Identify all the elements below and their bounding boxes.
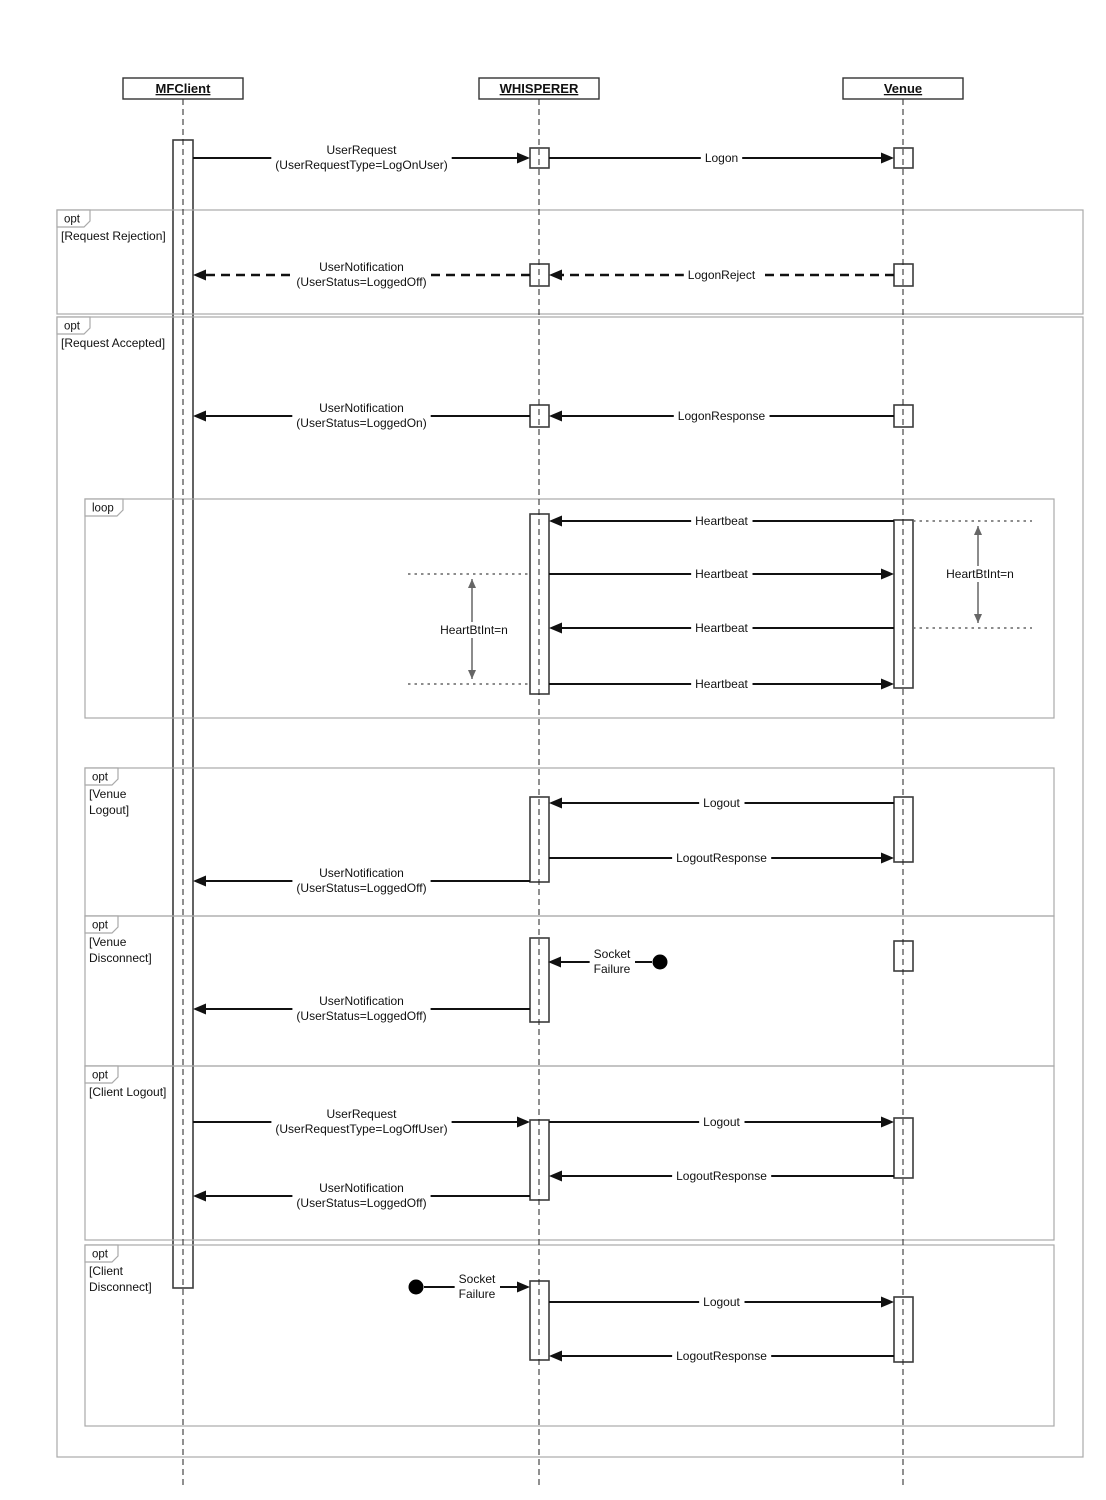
arrowhead-icon	[549, 623, 562, 634]
arrowhead-icon	[517, 1117, 530, 1128]
arrowhead-icon	[549, 1351, 562, 1362]
message-label: Logon	[704, 151, 739, 165]
message-label: UserNotification	[319, 260, 404, 274]
fragment-operator-label: opt	[64, 213, 80, 226]
fragment-opt-venue-disconnect	[85, 916, 1054, 1066]
message-label: (UserStatus=LoggedOff)	[296, 275, 427, 289]
fragment-condition-label: Logout]	[89, 803, 130, 817]
fragment-operator-label: opt	[92, 1248, 108, 1261]
message-label: Failure	[593, 962, 631, 976]
arrowhead-icon	[549, 270, 562, 281]
interval-arrowhead-icon	[974, 526, 982, 535]
fragment-operator-label: opt	[64, 320, 80, 333]
message-label: UserNotification	[319, 1181, 404, 1195]
fragment-condition-label: [Request Rejection]	[61, 229, 166, 243]
message-label: UserRequest	[326, 143, 397, 157]
message-label: UserNotification	[319, 994, 404, 1008]
message-label: Socket	[593, 947, 631, 961]
fragment-condition-label: [Venue	[89, 787, 127, 801]
arrowhead-icon	[193, 411, 206, 422]
arrowhead-icon	[193, 1004, 206, 1015]
message-label: (UserRequestType=LogOnUser)	[275, 158, 448, 172]
message-label: Logout	[703, 1295, 740, 1309]
arrowhead-icon	[549, 798, 562, 809]
message-label: Heartbeat	[695, 514, 748, 528]
fragment-condition-label: [Request Accepted]	[61, 336, 166, 350]
arrowhead-icon	[517, 153, 530, 164]
message-label: Socket	[458, 1272, 496, 1286]
message-label: UserNotification	[319, 866, 404, 880]
message-label: LogoutResponse	[676, 1349, 767, 1363]
actor-label-whisperer: WHISPERER	[499, 81, 579, 96]
message-label: Heartbeat	[695, 567, 748, 581]
arrowhead-icon	[517, 1282, 530, 1293]
message-label: Logout	[703, 796, 740, 810]
fragment-opt-request-rejection	[57, 210, 1083, 314]
fragment-operator-label: opt	[92, 919, 108, 932]
fragment-operator-label: opt	[92, 1069, 108, 1082]
failure-endpoint-icon	[653, 955, 668, 970]
interval-label: HeartBtInt=n	[440, 623, 508, 637]
interval-arrowhead-icon	[468, 579, 476, 588]
arrowhead-icon	[549, 516, 562, 527]
arrowhead-icon	[881, 1297, 894, 1308]
arrowhead-icon	[193, 1191, 206, 1202]
arrowhead-icon	[193, 876, 206, 887]
activation-bar-venue	[894, 941, 913, 971]
fragment-opt-request-accepted	[57, 317, 1083, 1457]
fragment-condition-label: Disconnect]	[89, 951, 152, 965]
message-label: (UserStatus=LoggedOff)	[296, 881, 427, 895]
message-label: Failure	[458, 1287, 496, 1301]
message-label: (UserStatus=LoggedOff)	[296, 1196, 427, 1210]
fragment-condition-label: [Venue	[89, 935, 127, 949]
arrowhead-icon	[549, 1171, 562, 1182]
message-label: UserRequest	[326, 1107, 397, 1121]
message-label: LogonReject	[687, 268, 756, 282]
message-label: UserNotification	[319, 401, 404, 415]
arrowhead-icon	[881, 153, 894, 164]
interval-label: HeartBtInt=n	[946, 567, 1014, 581]
arrowhead-icon	[193, 270, 206, 281]
fragment-condition-label: Disconnect]	[89, 1280, 152, 1294]
message-label: LogonResponse	[677, 409, 766, 423]
arrowhead-icon	[881, 853, 894, 864]
actor-label-venue: Venue	[883, 81, 923, 96]
actor-label-mfclient: MFClient	[155, 81, 211, 96]
message-label: Logout	[703, 1115, 740, 1129]
arrowhead-icon	[881, 679, 894, 690]
fragment-operator-label: opt	[92, 771, 108, 784]
arrowhead-icon	[549, 411, 562, 422]
message-label: Heartbeat	[695, 677, 748, 691]
message-label: (UserStatus=LoggedOn)	[296, 416, 427, 430]
arrowhead-icon	[881, 569, 894, 580]
message-label: (UserStatus=LoggedOff)	[296, 1009, 427, 1023]
fragment-operator-label: loop	[92, 502, 114, 515]
message-label: LogoutResponse	[676, 851, 767, 865]
message-label: (UserRequestType=LogOffUser)	[275, 1122, 448, 1136]
interval-arrowhead-icon	[974, 614, 982, 623]
message-label: Heartbeat	[695, 621, 748, 635]
message-label: LogoutResponse	[676, 1169, 767, 1183]
arrowhead-icon	[881, 1117, 894, 1128]
interval-arrowhead-icon	[468, 670, 476, 679]
failure-endpoint-icon	[409, 1280, 424, 1295]
fragment-condition-label: [Client	[89, 1264, 124, 1278]
fragment-condition-label: [Client Logout]	[89, 1085, 167, 1099]
arrowhead-icon	[548, 957, 561, 968]
